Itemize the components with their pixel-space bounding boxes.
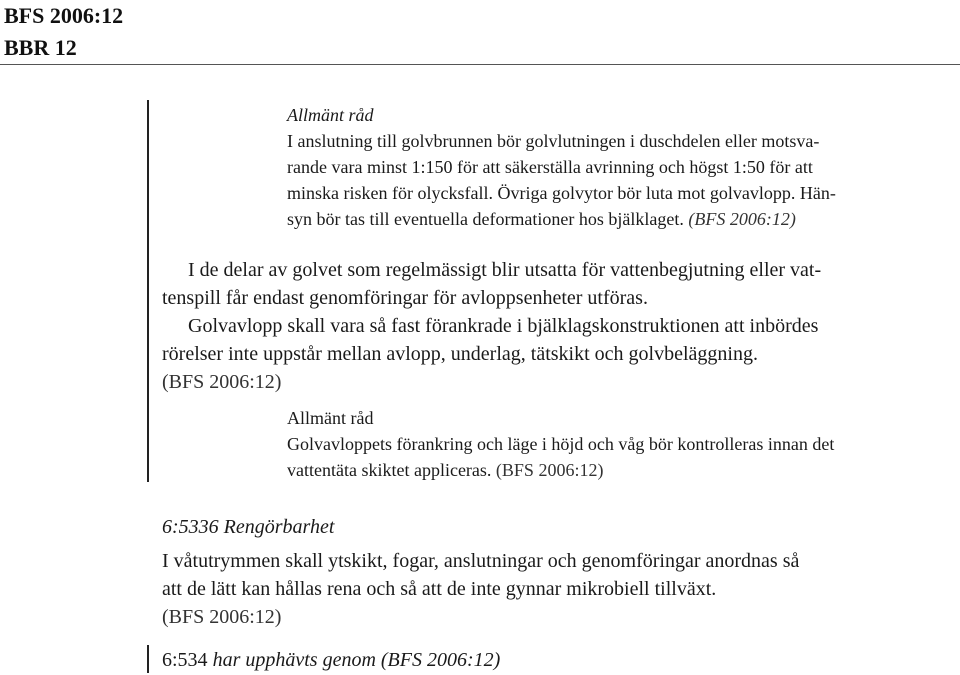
rule-paragraph xyxy=(162,256,957,312)
rule-drain-penetrations xyxy=(162,256,957,396)
section-heading: 6:5336 Rengörbarhet xyxy=(162,516,335,538)
rule-paragraph-text: I de delar av golvet som regelmässigt blir utsatta för vattenbegjutning eller vat- tenspill får endast genomföringar för avloppsenheter utföras. xyxy=(162,259,822,309)
general-advice-heading: Allmänt råd xyxy=(287,105,374,125)
section-text: I våtutrymmen skall ytskikt, fogar, anslutningar och genomföringar anordnas så att de lätt kan hållas rena och så att de inte gynnar mikrobiell tillväxt. xyxy=(162,550,800,600)
repeal-note xyxy=(162,646,957,674)
general-advice-text xyxy=(287,431,957,483)
section-cleanability xyxy=(162,513,957,631)
change-bar-main xyxy=(147,100,149,482)
rule-paragraph-text: Golvavlopp skall vara så fast förankrade i bjälklagskonstruktionen att inbördes rörelser inte uppstår mellan avlopp, underlag, tätskikt och golvbeläggning. xyxy=(162,315,819,365)
repeal-section-number: 6:534 xyxy=(162,649,208,671)
general-advice-body: Golvavloppets förankring och läge i höjd och våg bör kontrolleras innan det vattentäta skiktet appliceras. xyxy=(287,434,835,480)
repeal-text: har upphävts genom (BFS 2006:12) xyxy=(207,649,501,671)
rule-paragraph xyxy=(162,312,957,368)
header-divider xyxy=(0,64,960,65)
document-id-bbr: BBR 12 xyxy=(4,35,77,60)
general-advice-drain-slope xyxy=(287,102,957,232)
reference-citation: (BFS 2006:12) xyxy=(495,460,604,480)
document-id-bfs: BFS 2006:12 xyxy=(4,3,124,28)
general-advice-heading: Allmänt råd xyxy=(287,408,374,428)
document-id xyxy=(4,0,123,64)
general-advice-body: I anslutning till golvbrunnen bör golvlutningen i duschdelen eller motsva- rande vara minst 1:150 för att säkerställa avrinning och högst 1:50 för att minska risken för olycksfall. Övriga golvytor bör luta mot golvavlopp. Hän- syn bör tas till eventuella deformationer hos bjälklaget. xyxy=(287,131,836,229)
general-advice-text xyxy=(287,128,957,232)
change-bar-repeal xyxy=(147,645,149,673)
reference-citation: (BFS 2006:12) xyxy=(162,371,282,393)
reference-citation: (BFS 2006:12) xyxy=(688,209,796,229)
repeal-note-line xyxy=(162,646,957,674)
general-advice-drain-anchoring xyxy=(287,405,957,483)
reference-citation: (BFS 2006:12) xyxy=(162,606,282,628)
